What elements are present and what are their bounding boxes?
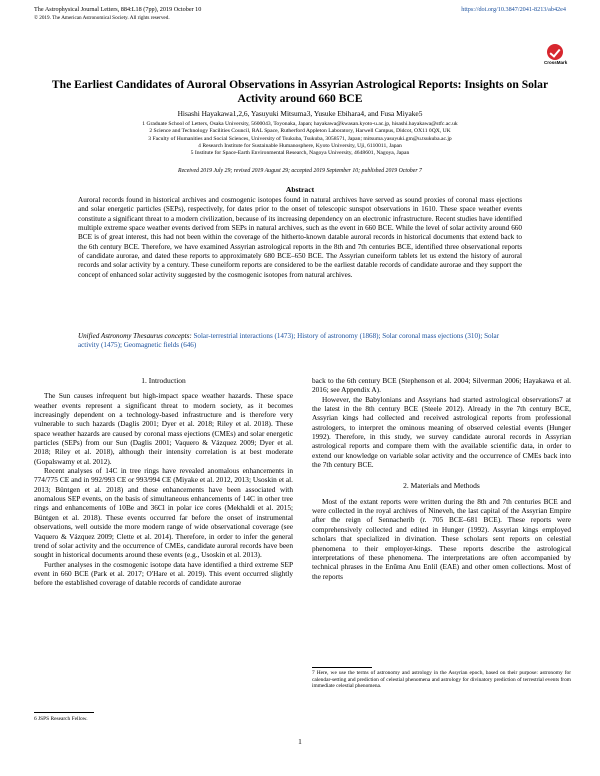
- copyright-notice: © 2019. The American Astronomical Society. All rights reserved.: [34, 15, 170, 21]
- crossmark-label: CrossMark: [544, 60, 568, 65]
- footnote-rule-left: [34, 712, 94, 713]
- author-list: Hisashi Hayakawa1,2,6, Yasuyuki Mitsuma3, Yusuke Ebihara4, and Fusa Miyake5: [177, 109, 423, 118]
- section-1-heading: 1. Introduction: [141, 376, 186, 385]
- intro-paragraph-1: The Sun causes infrequent but high-impact space weather hazards. These space weather events represent a significant threat to modern society, as it becomes increasingly dependent on a technology-based infrastructure and is therefore very vulnerable to such hazards (Daglis 2001; Dyer et al. 2018; Riley et al. 2018). These space weather hazards are caused by coronal mass ejections (CMEs) and solar energetic particles (SEPs) from our Sun (Daglis 2001; Vaquero & Vázquez 2009; Dyer et al. 2018; Riley et al. 2018), although their intensity correlation is at best moderate (Gopalswamy et al. 2012).: [34, 391, 293, 466]
- methods-paragraph-1: Most of the extant reports were written during the 8th and 7th centuries BCE and were collected in the royal archives of Nineveh, the last capital of the Assyrian Empire after the reign of Sennacherib (r. 705 BCE–681 BCE). These reports were comprehensively collected and edited in Hunger (1992). Assyrian kings employed scholars that specialized in divination. These scholars sent reports on celestial phenomena to their employer-kings. These reports describe the astrological interpretations of these phenomena. The interpretations are often accompanied by technical phrases in the Enūma Anu Enlil (EAE) and other omen collections. Most of the reports: [312, 496, 571, 581]
- affiliation-4: 4 Research Institute for Sustainable Humanosphere, Kyoto University, Uji, 6110011, Japan: [198, 142, 402, 149]
- doi-link[interactable]: https://doi.org/10.3847/2041-8213/ab42e4: [461, 6, 566, 13]
- crossmark-icon: [547, 44, 563, 60]
- left-column: [34, 376, 293, 588]
- affiliations: [60, 121, 540, 157]
- footnote-rule-right: [312, 667, 372, 668]
- intro-paragraph-3: Further analyses in the cosmogenic isotope data have identified a third extreme SEP event in 660 BCE (Park et al. 2017; O'Hare et al. 2019). This event occurred slightly before the established coverage of datable records of candidate aurorae: [34, 559, 293, 588]
- journal-citation: The Astrophysical Journal Letters, 884:L18 (7pp), 2019 October 10: [34, 6, 202, 13]
- footnote-6: 6 JSPS Research Fellow.: [34, 716, 88, 722]
- keywords-label: Unified Astronomy Thesaurus concepts:: [78, 332, 192, 340]
- right-column: [312, 376, 571, 581]
- page-number: 1: [298, 737, 302, 746]
- col2-paragraph-2: However, the Babylonians and Assyrians had started astrological observations7 at the latest in the 8th century BCE (Steele 2012). Already in the 7th century BCE, Assyrian kings had collected and received astrological reports from professional astrologers, to interpret the ominous meaning of observed celestial events (Hunger 1992). Therefore, in this study, we survey candidate auroral records in Assyrian astrological reports and compare them with the available scientific data, in order to extend our knowledge on variable solar activity and the occurrence of CMEs back into the 7th century BCE.: [312, 394, 571, 470]
- keywords-block: [78, 332, 522, 351]
- crossmark-badge[interactable]: [544, 44, 566, 65]
- intro-paragraph-2: Recent analyses of 14C in tree rings have revealed anomalous enhancements in 774/775 CE and in 992/993 CE or 993/994 CE (Miyake et al. 2012, 2013; Usoskin et al. 2013; Büntgen et al. 2018) and these enhancements have been associated with anomalous SEP events, on the basis of simultaneous enhancements of 14C in other tree rings and enhancements of 10Be and 36Cl in polar ice cores (Mekhaldi et al. 2015; Büntgen et al. 2018). These events occurred far before the onset of instrumental observations, well outside the more modern range of wide observational coverage (see Vaquero & Vázquez 2009; Clette et al. 2014). Therefore, in order to infer the general trend of solar activity and the occurrence of CMEs, candidate auroral records have been sought in historical documents around these events (e.g., Usoskin et al. 2013).: [34, 466, 293, 560]
- footnote-7: 7 Here, we use the terms of astronomy and astrology in the Assyrian epoch, based on their purpose: astronomy for calendar-setting and prediction of celestial phenomena and astrology for divinatory prediction of terrestrial events from immediate celestial phenomena.: [312, 670, 571, 690]
- abstract-heading: Abstract: [285, 185, 315, 194]
- affiliation-5: 5 Institute for Space-Earth Environmental Research, Nagoya University, 4648601, Nagoya, Japan: [190, 150, 410, 157]
- section-2-heading: 2. Materials and Methods: [403, 481, 480, 491]
- received-dates: Received 2019 July 29; revised 2019 August 29; accepted 2019 September 10; published 2019 October 7: [178, 168, 422, 174]
- affiliation-1: 1 Graduate School of Letters, Osaka University, 5600043, Toyonaka, Japan; hayakawa@kwasan.kyoto-u.ac.jp, hisashi.hayakawa@stfc.ac.uk: [142, 121, 458, 127]
- affiliation-3: 3 Faculty of Humanities and Social Sciences, University of Tsukuba, Tsukuba, 3058571, Japan; mitsuma.yasuyuki.gm@u.tsukuba.ac.jp: [148, 135, 452, 142]
- abstract-text: Auroral records found in historical archives and cosmogenic isotopes found in natural archives have served as sound proxies of coronal mass ejections and solar energetic particles (SEPs), respectively, for dates prior to the onset of telescopic sunspot observations in 1610. These space weather events constitute a significant threat to a modern civilization, because of its increasing dependency on an electronic infrastructure. Recent studies have identified multiple extreme space weather events derived from SEPs in natural archives, such as the event in 660 BCE. While the level of solar activity around 660 BCE is of great interest, this had not been within the coverage of the hitherto-known datable auroral records in historical documents that extend back to the 6th century BCE. Therefore, we have examined Assyrian astrological reports in the 8th and 7th centuries BCE, identified three observational reports of candidate aurorae, and dated these reports to approximately 680 BCE–650 BCE. The Assyrian cuneiform tablets let us extend the history of auroral records and solar activity by a century. These cuneiform reports are considered to be the earliest datable records of candidate aurorae and they support the concept of enhanced solar activity suggested by the cosmogenic isotopes from natural archives.: [78, 196, 522, 279]
- paper-title: The Earliest Candidates of Auroral Observations in Assyrian Astrological Reports: Insights on Solar Activity around 660 BCE: [51, 78, 549, 105]
- col2-paragraph-1: back to the 6th century BCE (Stephenson et al. 2004; Silverman 2006; Hayakawa et al. 2016; see Appendix A).: [312, 376, 571, 395]
- keywords-list[interactable]: Solar-terrestrial interactions (1473); History of astronomy (1868); Solar coronal mass ejections (310); Solar activity (1475); Geomagnetic fields (646): [78, 332, 500, 350]
- affiliation-2: 2 Science and Technology Facilities Council, RAL Space, Rutherford Appleton Laboratory, Harwell Campus, Didcot, OX11 0QX, UK: [149, 128, 451, 135]
